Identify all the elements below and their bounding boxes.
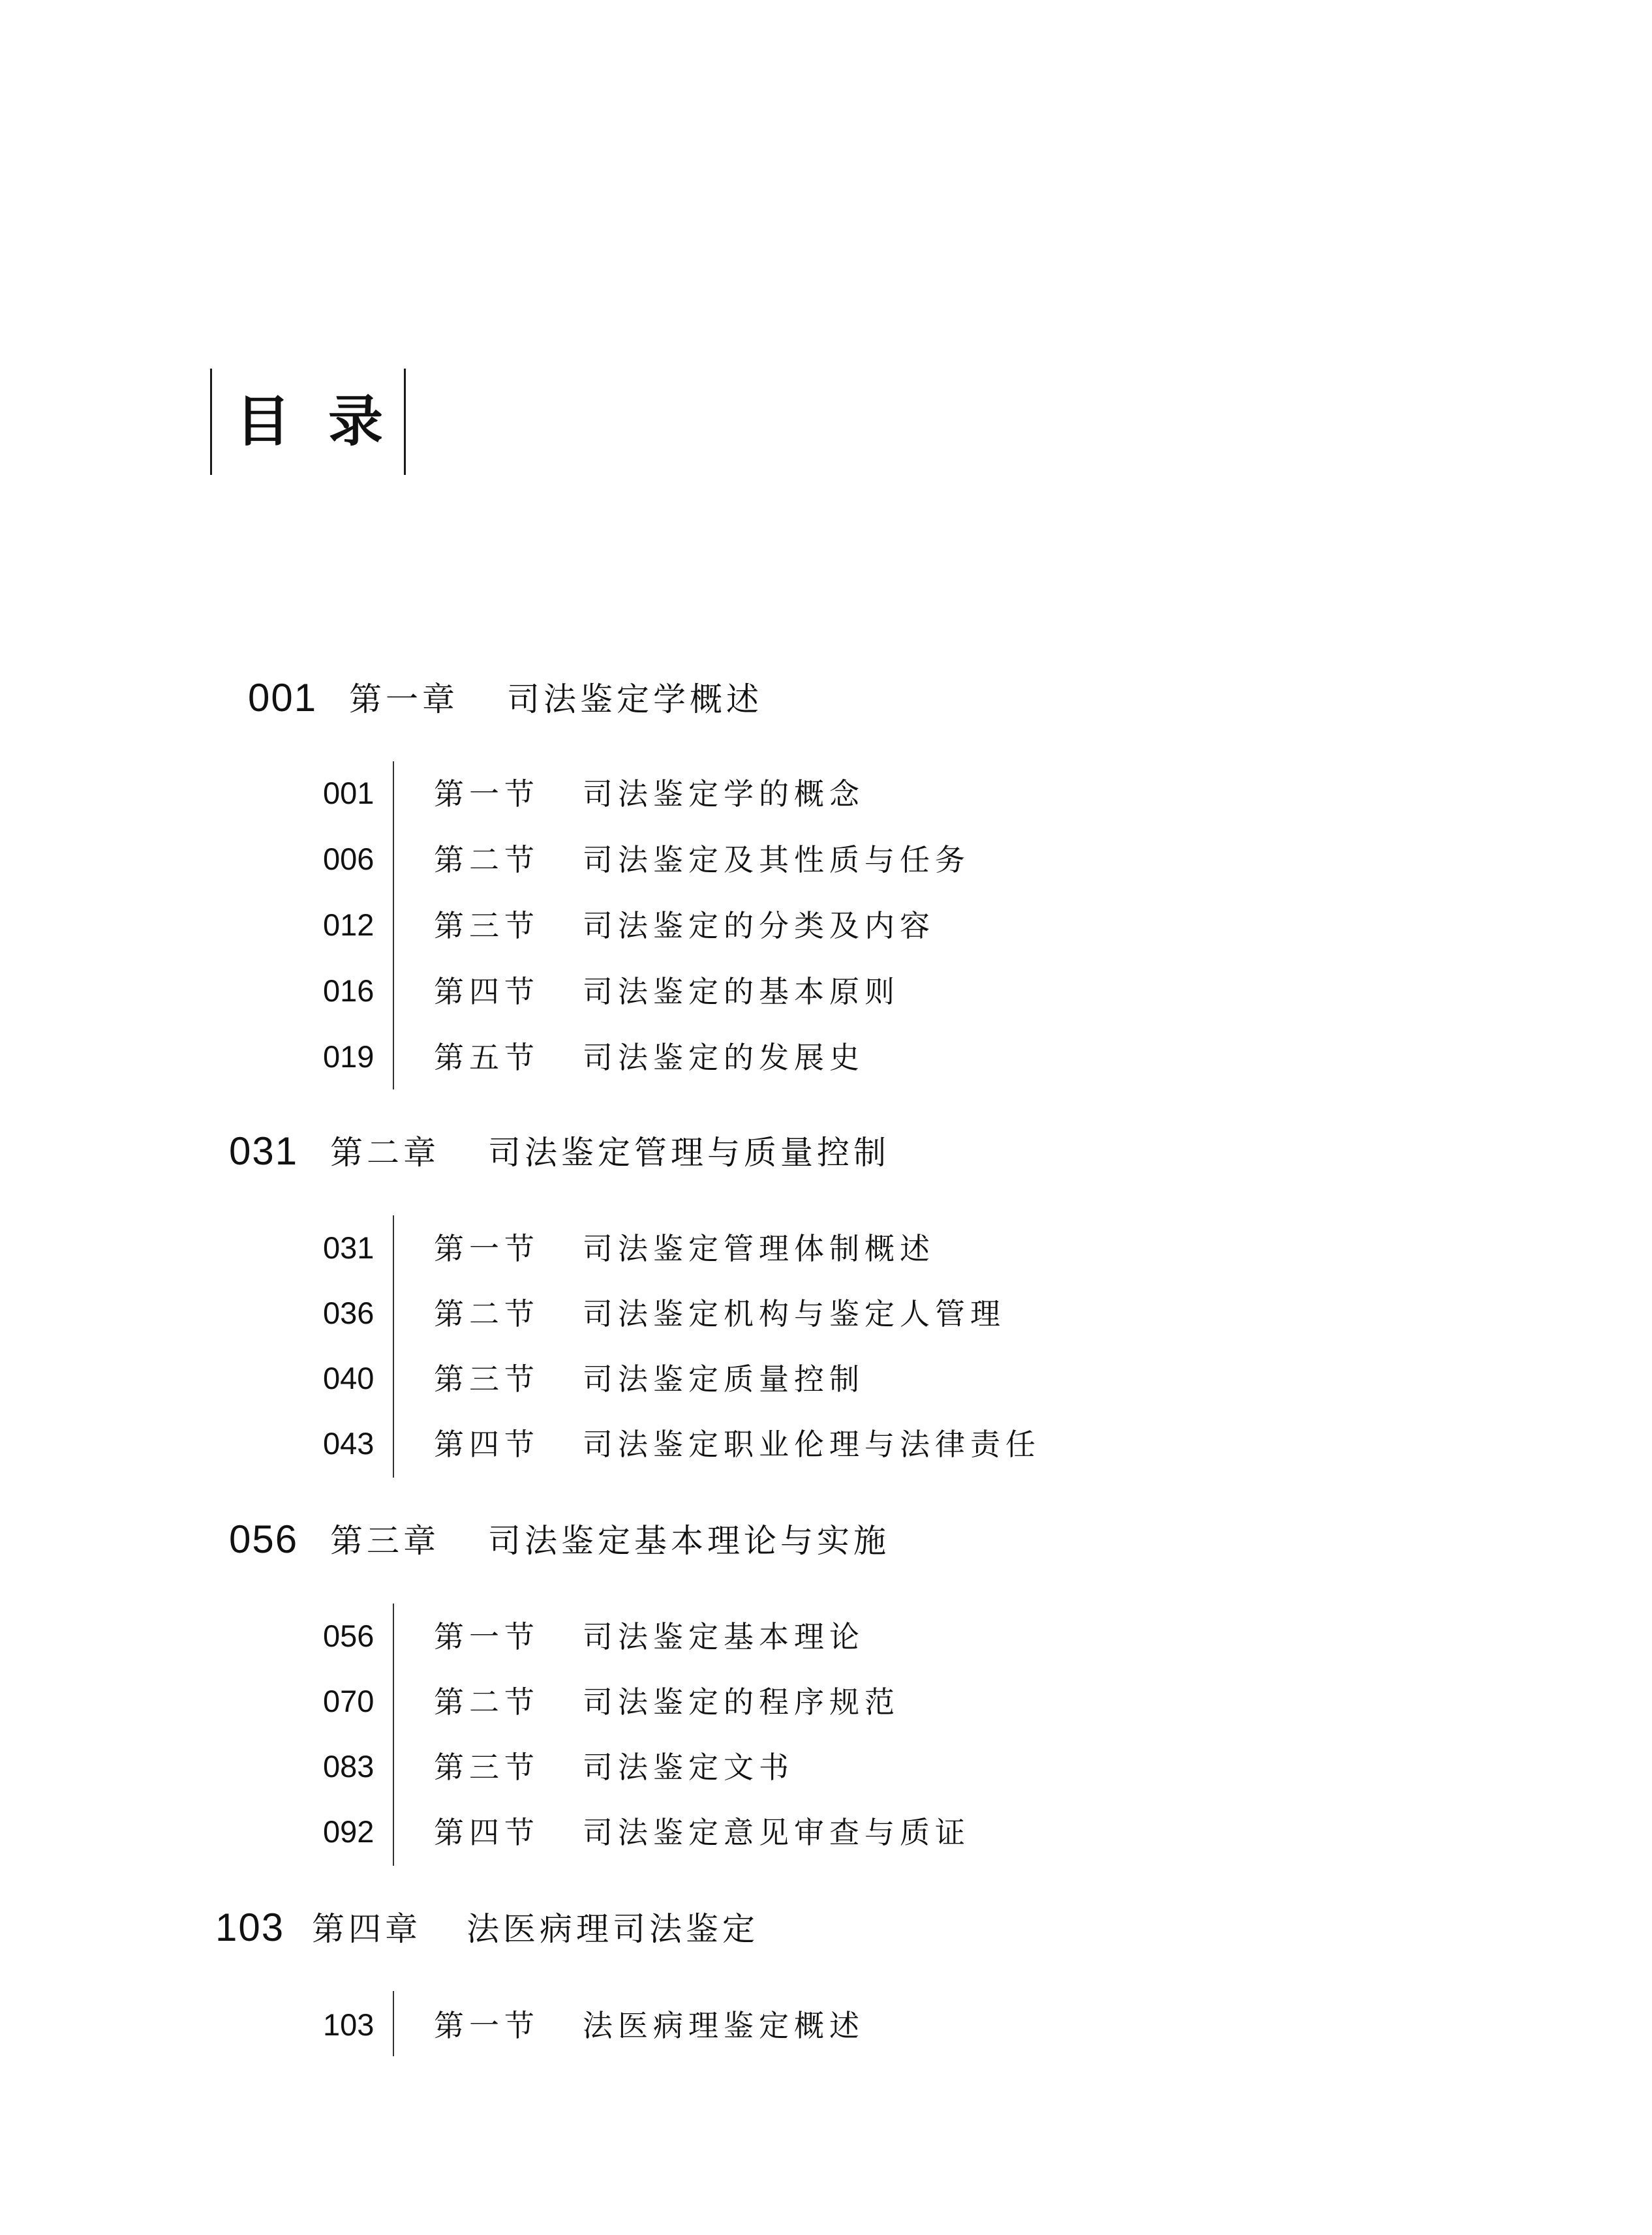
section-title: 司法鉴定及其性质与任务 xyxy=(583,842,970,877)
section-title: 司法鉴定学的概念 xyxy=(583,776,864,812)
section-label: 第四节 xyxy=(434,974,540,1009)
chapter-page-number: 103 xyxy=(215,1906,285,1949)
toc-section-row[interactable] xyxy=(307,907,1351,943)
toc-section-row[interactable] xyxy=(307,1039,1351,1075)
toc-section-row[interactable] xyxy=(307,2007,1351,2043)
section-title: 司法鉴定机构与鉴定人管理 xyxy=(583,1296,1005,1331)
section-page-number: 056 xyxy=(323,1619,375,1653)
section-page-number: 083 xyxy=(323,1749,375,1784)
chapter-title: 法医病理司法鉴定 xyxy=(467,1910,759,1948)
toc-section-row[interactable] xyxy=(307,1230,1351,1266)
section-label: 第一节 xyxy=(434,776,540,812)
section-title: 司法鉴定的基本原则 xyxy=(583,974,900,1009)
toc-section-row[interactable] xyxy=(307,1363,1351,1396)
section-label: 第一节 xyxy=(434,1231,540,1266)
section-label: 第一节 xyxy=(434,1619,540,1654)
chapter-label: 第三章 xyxy=(330,1522,440,1560)
section-title: 司法鉴定的分类及内容 xyxy=(583,908,935,943)
toc-section-row[interactable] xyxy=(307,1686,1351,1719)
section-page-number: 103 xyxy=(323,2007,375,2042)
section-page-number: 043 xyxy=(323,1426,375,1461)
section-label: 第三节 xyxy=(434,1750,540,1785)
section-title: 司法鉴定的发展史 xyxy=(583,1040,864,1075)
section-title: 司法鉴定职业伦理与法律责任 xyxy=(583,1427,1041,1462)
section-page-number: 019 xyxy=(323,1039,375,1074)
section-page-number: 070 xyxy=(323,1684,375,1718)
section-label: 第二节 xyxy=(434,1684,540,1720)
section-label: 第五节 xyxy=(434,1040,540,1075)
chapter-page-number: 031 xyxy=(229,1129,299,1173)
chapter-4-heading[interactable] xyxy=(215,1908,933,1947)
chapter-label: 第四章 xyxy=(312,1910,421,1948)
chapter-label: 第一章 xyxy=(349,680,459,718)
section-page-number: 040 xyxy=(323,1361,375,1395)
toc-title-box xyxy=(210,369,406,475)
toc-section-row[interactable] xyxy=(307,1814,1351,1850)
toc-section-row[interactable] xyxy=(307,1621,1351,1654)
section-page-number: 016 xyxy=(323,973,375,1008)
page-title-char-1: 目 xyxy=(236,389,291,453)
toc-section-row[interactable] xyxy=(307,778,1351,811)
chapter-page-number: 056 xyxy=(229,1517,299,1561)
section-title: 法医病理鉴定概述 xyxy=(583,2008,864,2043)
section-label: 第四节 xyxy=(434,1427,540,1462)
section-page-number: 001 xyxy=(323,776,375,810)
chapter-title: 司法鉴定基本理论与实施 xyxy=(488,1522,890,1560)
chapter-page-number: 001 xyxy=(248,676,318,720)
toc-section-row[interactable] xyxy=(307,1426,1351,1462)
toc-section-row[interactable] xyxy=(307,844,1351,877)
toc-section-row[interactable] xyxy=(307,1298,1351,1331)
section-title: 司法鉴定的程序规范 xyxy=(583,1684,900,1720)
section-page-number: 012 xyxy=(323,907,375,942)
toc-section-row[interactable] xyxy=(307,973,1351,1009)
section-label: 第一节 xyxy=(434,2008,540,2043)
section-label: 第四节 xyxy=(434,1815,540,1850)
section-title: 司法鉴定基本理论 xyxy=(583,1619,864,1654)
section-title: 司法鉴定意见审查与质证 xyxy=(583,1815,970,1850)
chapter-label: 第二章 xyxy=(330,1134,440,1172)
page-title-char-2: 录 xyxy=(328,389,384,453)
section-page-number: 092 xyxy=(323,1814,375,1849)
section-title: 司法鉴定文书 xyxy=(583,1750,794,1785)
section-label: 第二节 xyxy=(434,1296,540,1331)
section-page-number: 036 xyxy=(323,1296,375,1330)
chapter-2-heading[interactable] xyxy=(229,1129,947,1173)
section-title: 司法鉴定质量控制 xyxy=(583,1361,864,1397)
chapter-title: 司法鉴定学概述 xyxy=(507,680,763,718)
section-label: 第二节 xyxy=(434,842,540,877)
chapter-3-heading[interactable] xyxy=(229,1517,947,1561)
toc-section-row[interactable] xyxy=(307,1749,1351,1785)
section-label: 第三节 xyxy=(434,1361,540,1397)
section-page-number: 031 xyxy=(323,1230,375,1265)
chapter-1-heading[interactable] xyxy=(248,678,900,718)
section-label: 第三节 xyxy=(434,908,540,943)
section-page-number: 006 xyxy=(323,842,375,876)
chapter-title: 司法鉴定管理与质量控制 xyxy=(488,1134,890,1172)
section-title: 司法鉴定管理体制概述 xyxy=(583,1231,935,1266)
